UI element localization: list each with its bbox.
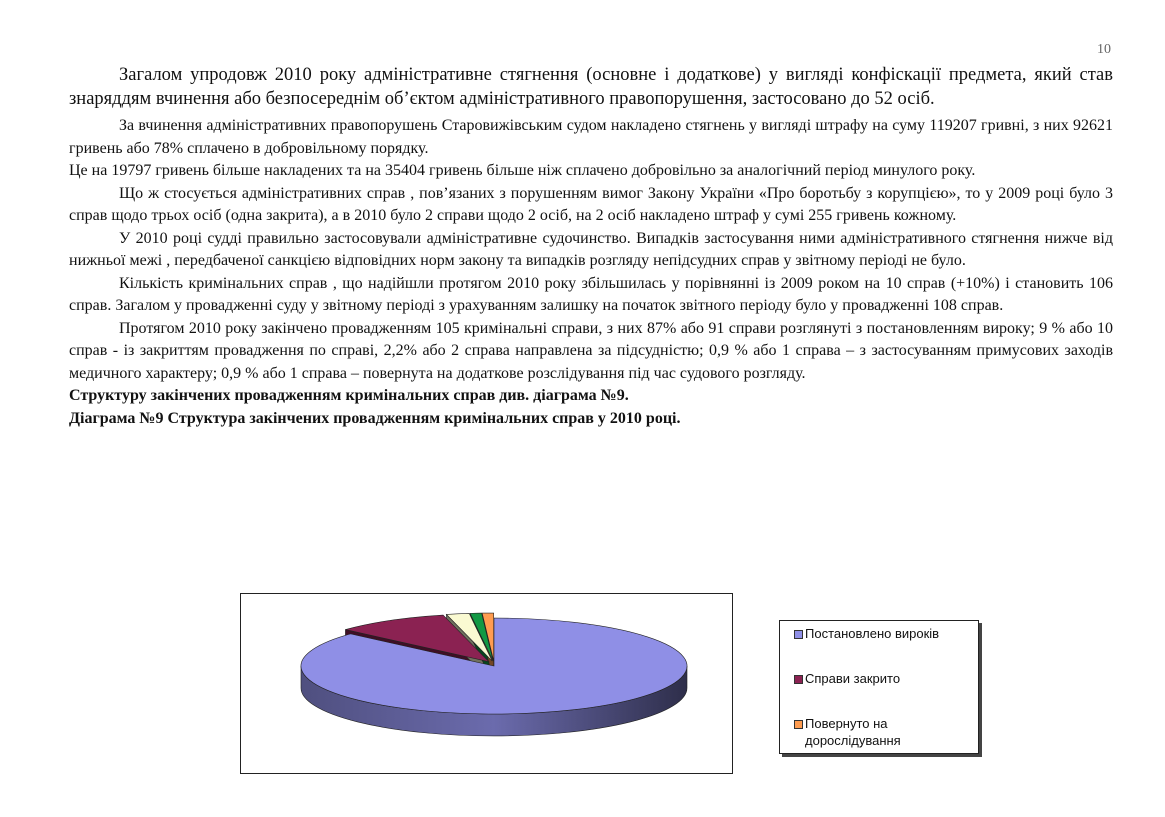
legend-item-returned	[794, 715, 974, 749]
pie-chart-frame	[240, 593, 733, 774]
legend-label-closed: Справи закрито	[805, 671, 901, 686]
chart-legend	[779, 620, 979, 754]
page-number: 10	[1097, 42, 1111, 57]
legend-swatch-verdicts	[794, 630, 803, 639]
document-body	[69, 63, 1113, 430]
chart-caption: Діаграма №9 Структура закінчених провадженням кримінальних справ у 2010 році.	[69, 409, 681, 427]
paragraph-confiscation: Загалом упродовж 2010 року адміністративне стягнення (основне і додаткове) у вигляді конфіскації предмета, який став знаряддям вчинення або безпосереднім об’єктом адміністративного правопорушення, застосовано до 52 осіб.	[69, 65, 1113, 109]
pie-chart	[241, 594, 732, 773]
chart-reference-line: Структуру закінчених провадженням кримінальних справ див. діаграма №9.	[69, 387, 629, 404]
paragraph-admin-proceedings: У 2010 році судді правильно застосовували адміністративне судочинство. Випадків застосування ними адміністративного стягнення нижче від нижньої межі , передбаченої санкцією відповідних норм закону та випадків розгляду непідсудних справ у звітному періоді не було.	[69, 229, 1113, 269]
legend-label-returned: Повернуто на дорослідування	[805, 716, 901, 748]
legend-swatch-closed	[794, 675, 803, 684]
legend-item-verdicts	[794, 625, 974, 642]
legend-item-closed	[794, 670, 974, 687]
paragraph-criminal-cases-count: Кількість кримінальних справ , що надійшли протягом 2010 року збільшилась у порівнянні із 2009 роком на 10 справ (+10%) і становить 106 справ. Загалом у провадженні суду у звітному періоді з урахуванням залишку на початок звітного періоду було у провадженні 108 справ.	[69, 274, 1113, 314]
paragraph-corruption-cases: Що ж стосується адміністративних справ , пов’язаних з порушенням вимог Закону України «Про боротьбу з корупцією», то у 2009 році було 3 справ щодо трьох осіб (одна закрита), а в 2010 було 2 справи щодо 2 осіб, на 2 осіб накладено штраф у сумі 255 гривень кожному.	[69, 184, 1113, 224]
legend-swatch-returned	[794, 720, 803, 729]
legend-label-verdicts: Постановлено вироків	[805, 626, 940, 641]
paragraph-criminal-cases-structure: Протягом 2010 року закінчено провадженням 105 кримінальні справи, з них 87% або 91 справи розглянуті з постановленням вироку; 9 % або 10 справ - із закриттям провадження по справі, 2,2% або 2 справа направлена за підсудністю; 0,9 % або 1 справа – з застосуванням примусових заходів медичного характеру; 0,9 % або 1 справа – повернута на додаткове розслідування під час судового розгляду.	[69, 319, 1113, 382]
paragraph-fines-comparison: Це на 19797 гривень більше накладених та на 35404 гривень більше ніж сплачено добровільно за аналогічний період минулого року.	[69, 162, 976, 179]
paragraph-fines: За вчинення адміністративних правопорушень Старовижівським судом накладено стягнень у вигляді штрафу на суму 119207 гривні, з них 92621 гривень або 78% сплачено в добровільному порядку.	[69, 117, 1113, 157]
